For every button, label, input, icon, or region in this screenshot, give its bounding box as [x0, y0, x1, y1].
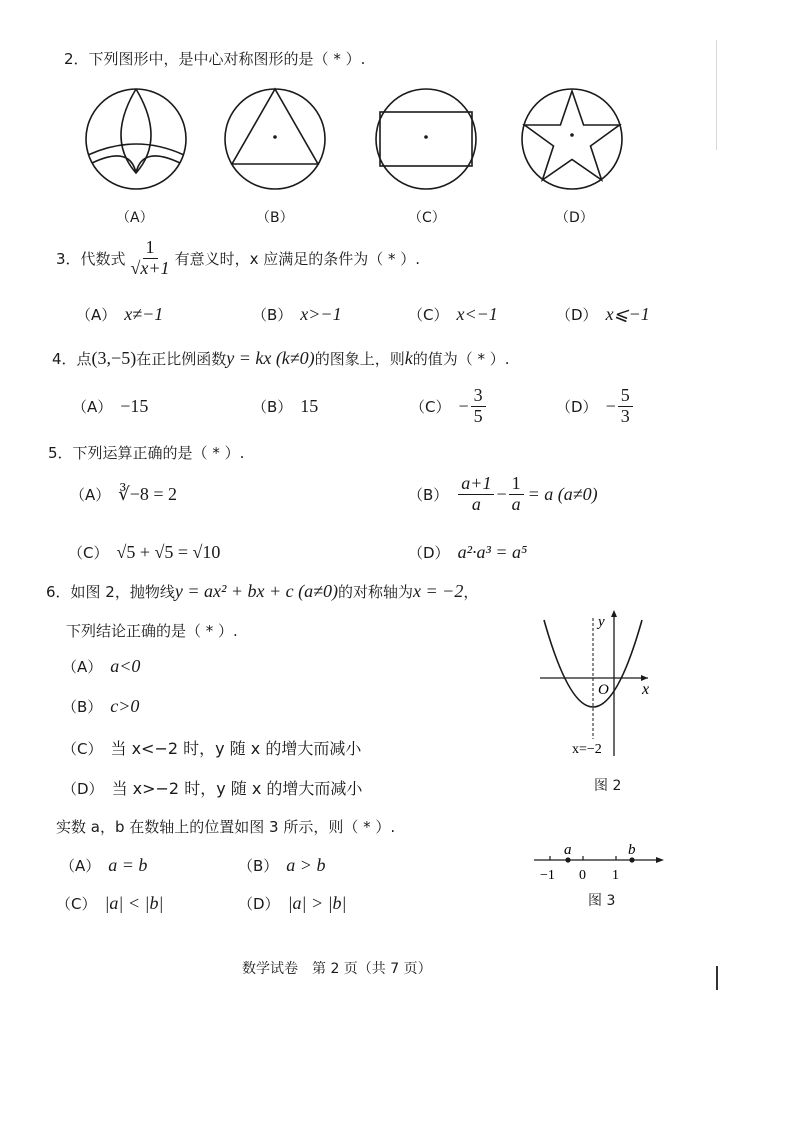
q3-stem — [56, 238, 420, 279]
frac-den: 3 — [620, 405, 630, 426]
figure-b-label: （B） — [256, 210, 294, 226]
q6-axis: x = −2 — [413, 581, 464, 601]
option-sign: − — [605, 395, 616, 416]
option-label: （D） — [238, 895, 280, 913]
q6-line2: 下列结论正确的是（ * ）. — [66, 622, 238, 640]
figure-a-circle-arcs — [86, 89, 186, 189]
option-label: （B） — [238, 857, 279, 875]
q4-stem — [52, 348, 510, 369]
q3-suffix: 有意义时，x 应满足的条件为（ * ）. — [174, 249, 421, 268]
q5-option-b — [408, 474, 598, 515]
option-text: a<0 — [110, 656, 141, 676]
q4-stem-c: 的图象上，则 — [314, 350, 405, 368]
option-label: （D） — [556, 306, 598, 324]
option-label: （C） — [408, 306, 449, 324]
q4-point: (3,−5) — [91, 348, 137, 368]
frac-num: 5 — [618, 386, 633, 407]
option-fraction — [471, 386, 486, 427]
frac-den: 5 — [473, 405, 483, 426]
option-text: 当 x<−2 时，y 随 x 的增大而减小 — [110, 739, 362, 758]
x-axis-label: x — [642, 681, 650, 698]
option-minus: − — [496, 483, 507, 504]
number-line-arrow-icon — [656, 857, 664, 863]
label-0: 0 — [579, 868, 586, 883]
option-text: a > b — [286, 855, 326, 875]
q7-option-b — [238, 855, 325, 876]
q3-fraction — [128, 238, 173, 279]
q4-stem-d: 的值为（ * ）. — [412, 350, 510, 368]
option-text: a²·a³ = a⁵ — [457, 542, 528, 562]
option-text: c>0 — [110, 696, 140, 716]
q3-frac-num: 1 — [143, 238, 158, 259]
q3-option-a — [76, 304, 163, 325]
q7-stem-text: 实数 a，b 在数轴上的位置如图 3 所示，则（ * ）. — [56, 818, 396, 836]
option-fraction-2 — [509, 474, 524, 515]
figure-d-label: （D） — [555, 210, 594, 226]
option-label: （A） — [62, 658, 103, 676]
option-label: （B） — [252, 398, 293, 416]
option-text: √5 + √5 = √10 — [116, 542, 221, 562]
option-label: （D） — [556, 397, 598, 416]
figure-c-rectangle — [376, 89, 476, 189]
q7-stem — [56, 816, 395, 837]
label-a: a — [564, 842, 572, 858]
q3-prefix: 3．代数式 — [56, 249, 126, 268]
frac-num: 1 — [509, 474, 524, 495]
figure-2-caption: 图 2 — [594, 778, 622, 794]
frac-num: a+1 — [458, 474, 494, 495]
option-text: −15 — [120, 396, 149, 416]
q6-func: y = ax² + bx + c (a≠0) — [174, 581, 339, 601]
q6-option-c — [62, 736, 361, 759]
option-label: （A） — [60, 857, 101, 875]
q7-option-c — [56, 893, 163, 914]
option-text: x⩽−1 — [605, 304, 650, 324]
label-1: 1 — [612, 868, 619, 883]
option-label: （B） — [252, 306, 293, 324]
q7-option-d — [238, 893, 347, 914]
point-a — [565, 857, 570, 862]
option-label: （A） — [72, 398, 113, 416]
option-label: （A） — [76, 306, 117, 324]
q5-option-a — [70, 484, 177, 505]
q4-option-d — [556, 386, 635, 427]
q3-frac-den: √x+1 — [130, 257, 170, 278]
q6-stem — [46, 581, 478, 602]
option-text: x<−1 — [456, 304, 498, 324]
option-text: x≠−1 — [124, 304, 164, 324]
option-label: （C） — [68, 544, 109, 562]
q5-stem: 5．下列运算正确的是（ * ）. — [48, 444, 245, 462]
y-axis-arrow-icon — [611, 610, 617, 617]
q6-option-b — [62, 696, 139, 717]
q3-option-c — [408, 304, 498, 325]
figure-c-label: （C） — [408, 210, 446, 226]
option-rest: = a (a≠0) — [527, 483, 598, 504]
label-minus-1: −1 — [540, 868, 555, 883]
q6-stem-a: 6．如图 2，抛物线 — [46, 583, 175, 601]
figure-a-label: （A） — [116, 210, 154, 226]
option-text: ∛−8 = 2 — [118, 484, 178, 504]
q3-option-d — [556, 304, 650, 325]
q3-option-b — [252, 304, 342, 325]
option-label: （B） — [62, 698, 103, 716]
q5-option-d — [408, 542, 527, 563]
option-label: （A） — [70, 486, 111, 504]
figure-b-triangle — [225, 89, 325, 189]
option-text: a = b — [108, 855, 148, 875]
option-fraction-1 — [458, 474, 494, 515]
q4-k: k — [404, 348, 413, 368]
figure-3-number-line — [528, 838, 670, 886]
figure-d-star — [522, 89, 622, 189]
q4-option-c — [410, 386, 488, 427]
option-label: （C） — [56, 895, 97, 913]
q7-option-a — [60, 855, 147, 876]
scan-edge-mark — [716, 966, 718, 990]
q6-stem-c: ， — [463, 583, 479, 601]
frac-den: a — [471, 493, 481, 514]
option-fraction — [618, 386, 633, 427]
figure-3-caption: 图 3 — [588, 893, 616, 909]
option-label: （B） — [408, 485, 449, 504]
frac-num: 3 — [471, 386, 486, 407]
option-text: x>−1 — [300, 304, 342, 324]
q6-option-d — [62, 776, 362, 799]
q2-stem: 2．下列图形中，是中心对称图形的是（ * ）. — [64, 50, 366, 68]
q6-option-a — [62, 656, 140, 677]
point-b — [629, 857, 634, 862]
option-label: （C） — [410, 397, 451, 416]
option-text: 15 — [300, 396, 319, 416]
q4-stem-b: 在正比例函数 — [136, 350, 227, 368]
figure-2-parabola — [530, 604, 670, 764]
option-text: |a| > |b| — [287, 893, 347, 913]
q4-option-a — [72, 396, 148, 417]
q6-stem-b: 的对称轴为 — [338, 583, 414, 601]
q4-func: y = kx (k≠0) — [226, 348, 315, 368]
option-sign: − — [458, 395, 469, 416]
frac-den: a — [511, 493, 521, 514]
label-b: b — [628, 842, 636, 858]
scan-edge-line — [716, 40, 717, 150]
q2-figures — [80, 85, 640, 200]
option-text: |a| < |b| — [104, 893, 164, 913]
option-label: （D） — [408, 544, 450, 562]
q4-stem-a: 4．点 — [52, 350, 92, 368]
option-label: （C） — [62, 740, 103, 758]
symmetry-axis-label: x=−2 — [572, 742, 602, 757]
option-label: （D） — [62, 780, 104, 798]
page-footer: 数学试卷 第 2 页（共 7 页） — [242, 961, 432, 977]
q5-option-c — [68, 542, 220, 563]
y-axis-label: y — [598, 614, 605, 630]
origin-label: O — [598, 682, 609, 698]
option-text: 当 x>−2 时，y 随 x 的增大而减小 — [111, 779, 363, 798]
q4-option-b — [252, 396, 318, 417]
